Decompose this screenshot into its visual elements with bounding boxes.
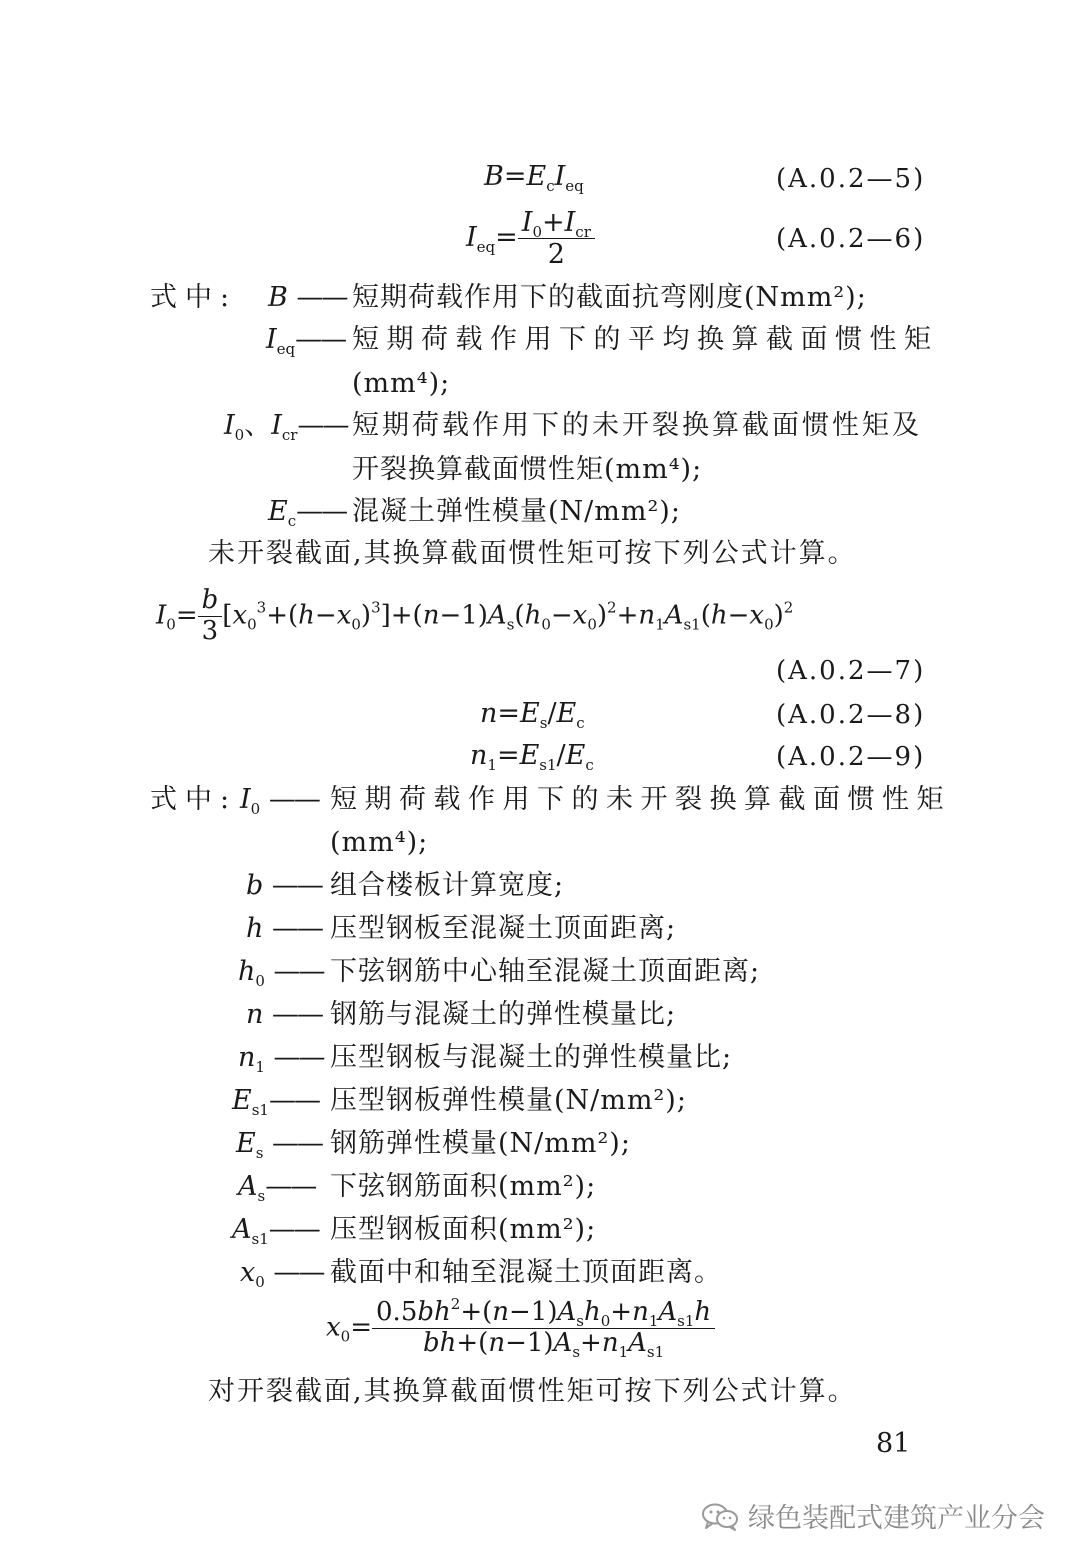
where-lead-1: 式中: — [150, 282, 238, 313]
desc-n1: 压型钢板与混凝土的弹性模量比; — [330, 1042, 733, 1073]
desc-h0: 下弦钢筋中心轴至混凝土顶面距离; — [330, 956, 761, 987]
equation-number-a027: (A.0.2—7) — [776, 656, 926, 686]
desc-Es: 钢筋弹性模量(N/mm²); — [330, 1128, 631, 1159]
equation-a027: $I_0=$ $\frac{b}{3}$ $[x_0^3+(h-x_0)^3]+(n-1)A_s(h_0-x_0)^2+n_1A_{s1}(h-x_0)^2$ — [156, 585, 794, 646]
symbol-n: n —— — [246, 999, 322, 1030]
equation-number-a025: (A.0.2—5) — [776, 164, 926, 194]
symbol-h0: $h_0$ —— — [238, 956, 324, 990]
symbol-x0: $x_0$ —— — [240, 1257, 324, 1291]
desc-As: 下弦钢筋面积(mm²); — [330, 1171, 597, 1202]
equation-a029: $n_1=E_{s1}/E_c$ — [470, 740, 594, 774]
desc-Ec: 混凝土弹性模量(N/mm²); — [352, 496, 681, 527]
desc-I0Icr-1: 短期荷载作用下的未开裂换算截面惯性矩及 — [352, 410, 922, 441]
equation-a025: $B=E_cI_{eq}$ — [484, 161, 584, 195]
desc-Es1: 压型钢板弹性模量(N/mm²); — [330, 1085, 687, 1116]
symbol-h: h —— — [246, 913, 322, 944]
symbol-Ec: $E_c——$ — [268, 496, 347, 530]
desc-Ieq-1: 短期荷载作用下的平均换算截面惯性矩 — [352, 324, 939, 355]
desc-I0-2: (mm⁴); — [330, 827, 429, 858]
equation-a026: $I_{eq}=$ $\frac{I_0+I_{cr}}{2}$ — [466, 207, 595, 270]
symbol-I0-Icr: $I_0$、$I_{cr}——$ — [224, 410, 348, 444]
desc-h: 压型钢板至混凝土顶面距离; — [330, 913, 677, 944]
equation-number-a029: (A.0.2—9) — [776, 742, 926, 772]
wechat-chat-icon — [700, 1501, 740, 1531]
symbol-B: B —— — [268, 282, 347, 313]
desc-b: 组合楼板计算宽度; — [330, 870, 565, 901]
symbol-Es: $E_s$ —— — [236, 1128, 323, 1162]
equation-x0: $x_0=$ $\frac{0.5bh^2+(n-1)A_sh_0+n_1A_{s1}h}{bh+(n-1)A_s+n_1A_{s1}}$ — [326, 1298, 715, 1359]
symbol-Es1: $E_{s1}——$ — [232, 1085, 319, 1119]
symbol-As1: $A_{s1}——$ — [232, 1214, 319, 1248]
desc-Ieq-2: (mm⁴); — [352, 368, 451, 399]
desc-n: 钢筋与混凝土的弹性模量比; — [330, 999, 677, 1030]
symbol-As: $A_s——$ — [238, 1171, 316, 1205]
symbol-n1: $n_1$ —— — [238, 1042, 324, 1076]
paragraph-uncracked: 未开裂截面,其换算截面惯性矩可按下列公式计算。 — [208, 538, 857, 569]
paragraph-cracked: 对开裂截面,其换算截面惯性矩可按下列公式计算。 — [208, 1376, 857, 1407]
symbol-I0: $I_0$ —— — [240, 784, 319, 818]
desc-As1: 压型钢板面积(mm²); — [330, 1214, 597, 1245]
where-lead-2: 式中: — [150, 784, 238, 815]
equation-a028: $n=E_s/E_c$ — [480, 698, 585, 732]
page-number: 81 — [876, 1428, 911, 1459]
symbol-Ieq: $I_{eq}——$ — [266, 324, 346, 358]
desc-x0: 截面中和轴至混凝土顶面距离。 — [330, 1257, 722, 1288]
watermark — [700, 1496, 1045, 1535]
equation-number-a026: (A.0.2—6) — [776, 224, 926, 254]
desc-B: 短期荷载作用下的截面抗弯刚度(Nmm²); — [352, 282, 867, 313]
desc-I0-1: 短期荷载作用下的未开裂换算截面惯性矩 — [330, 784, 951, 815]
equation-number-a028: (A.0.2—8) — [776, 700, 926, 730]
watermark-text: 绿色装配式建筑产业分会 — [748, 1503, 1045, 1534]
desc-I0Icr-2: 开裂换算截面惯性矩(mm⁴); — [352, 454, 703, 485]
symbol-b: b —— — [246, 870, 322, 901]
